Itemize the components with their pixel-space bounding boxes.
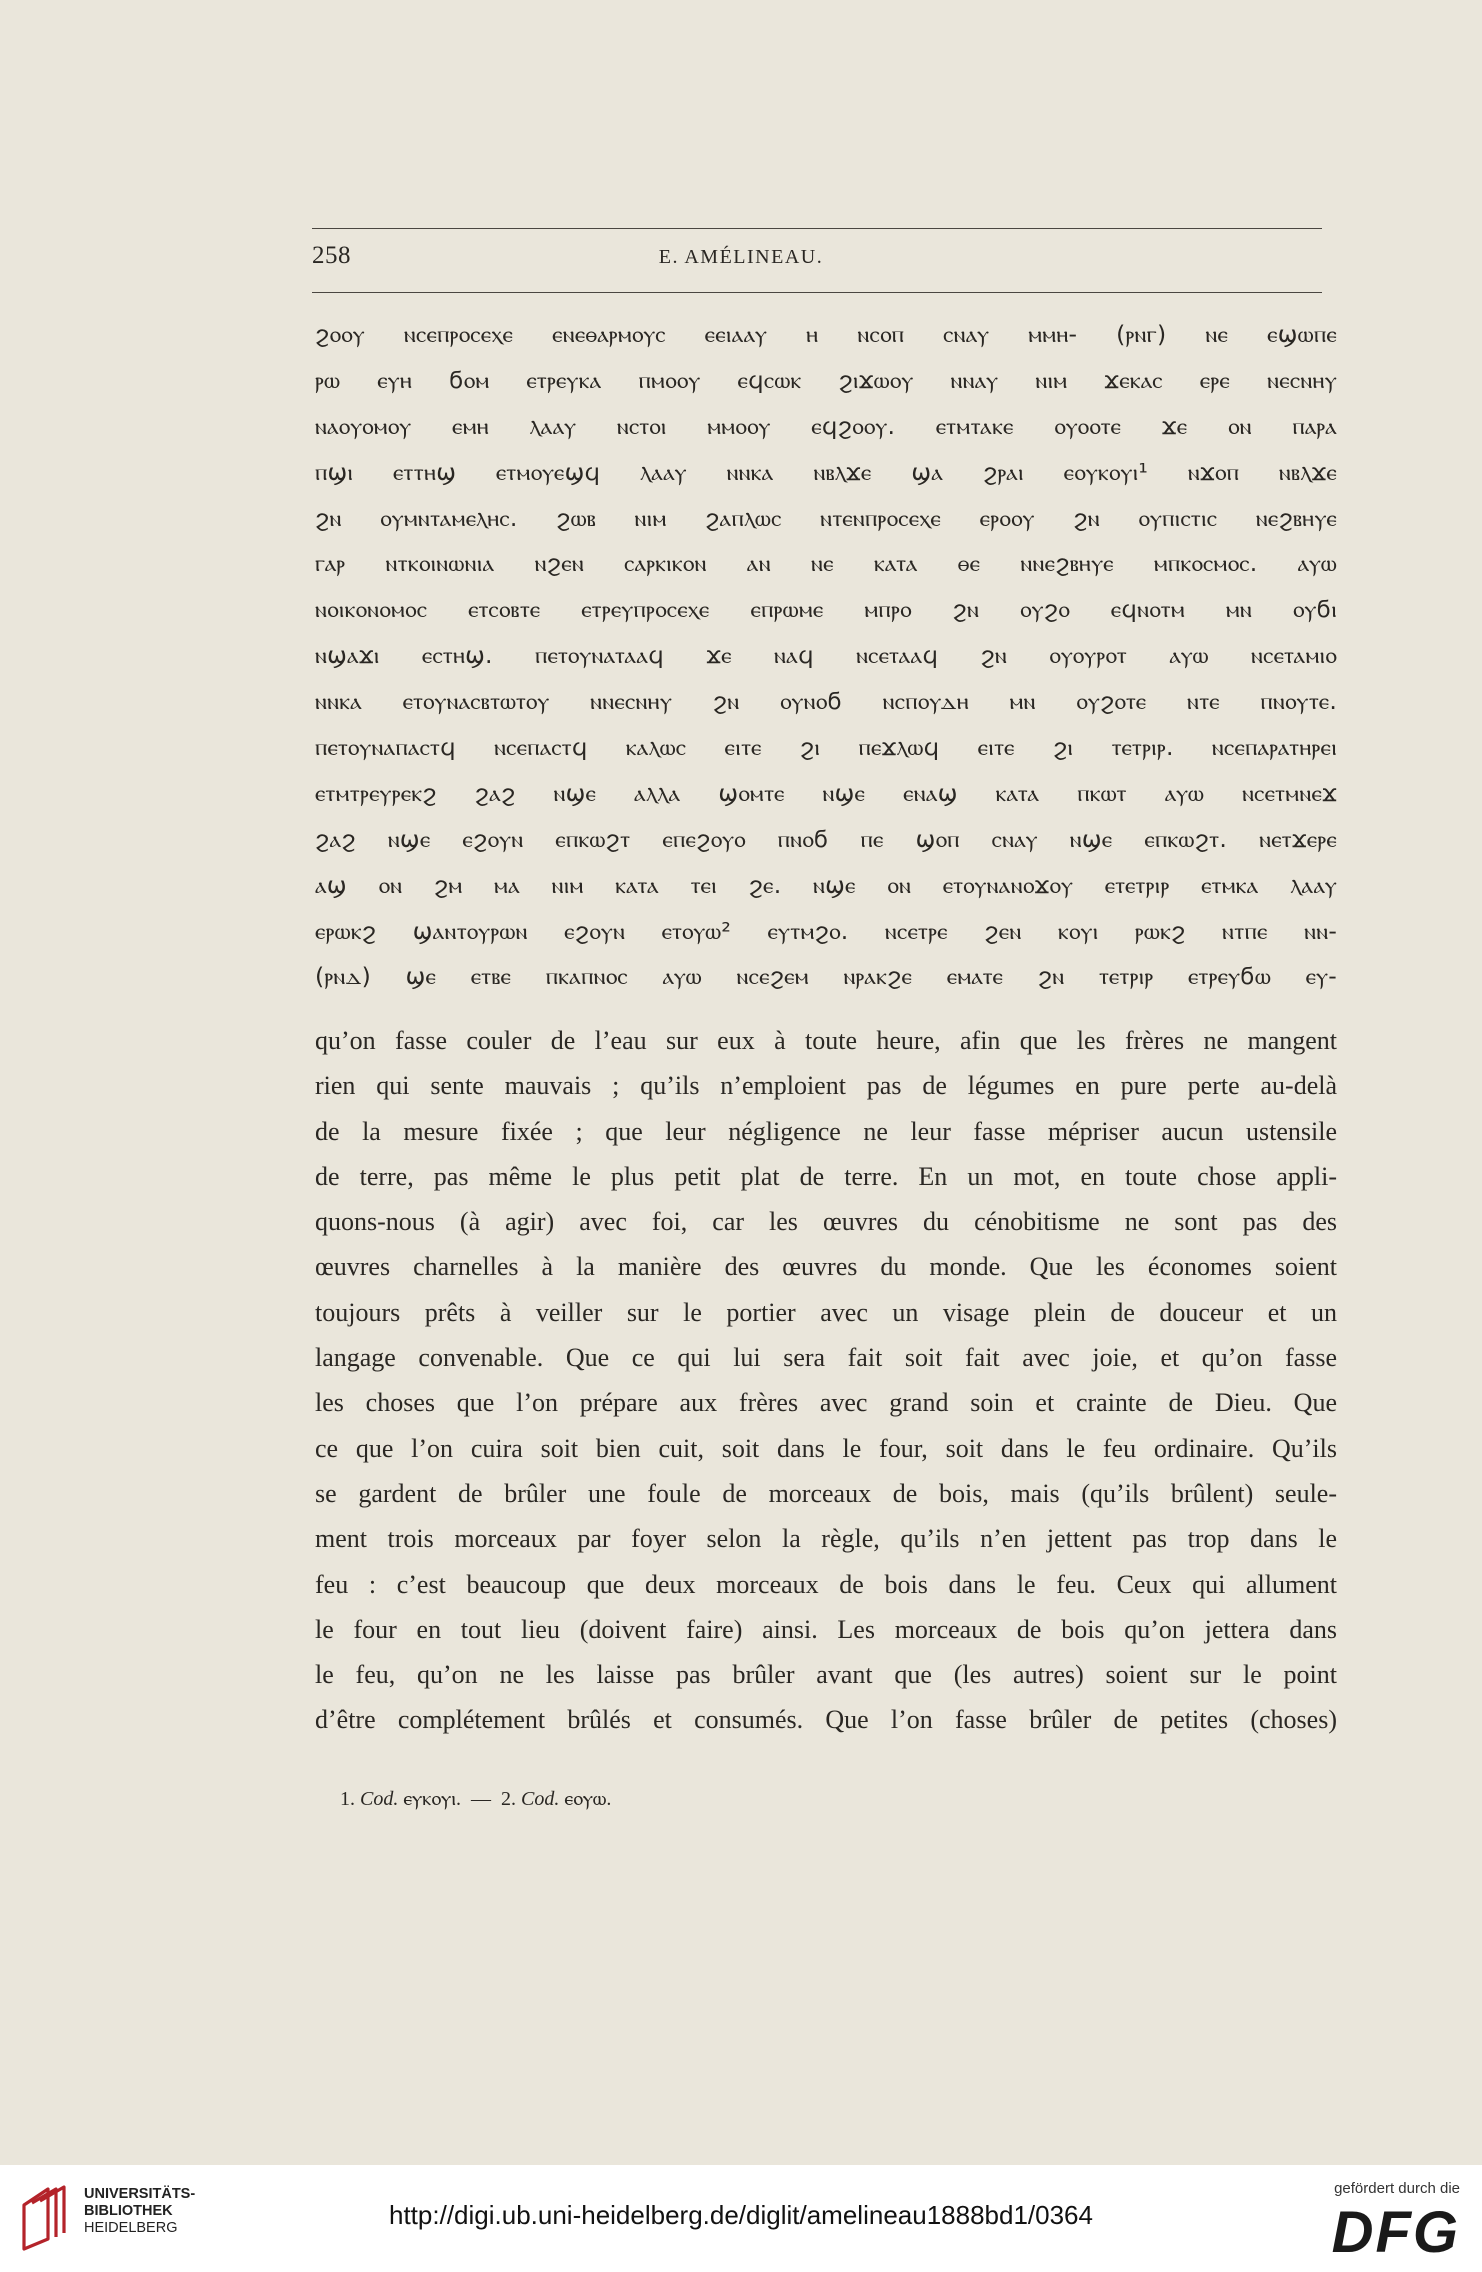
library-name-line-1: UNIVERSITÄTS- xyxy=(84,2186,196,2202)
footnote-1-abbr: Cod. xyxy=(360,1788,399,1810)
coptic-line: ⲣⲱ ⲉⲩⲏ ϭⲟⲙ ⲉⲧⲣⲉⲩⲕⲁ ⲡⲙⲟⲟⲩ ⲉϥⲥⲱⲕ ϩⲓϫⲱⲟⲩ ⲛⲛⲁⲩ ⲛⲓⲙ ϫⲉⲕⲁⲥ ⲉⲣⲉ ⲛⲉⲥⲛⲏⲩ xyxy=(315,365,1337,394)
coptic-line: ⲉⲣⲱⲕϩ ϣⲁⲛⲧⲟⲩⲣⲱⲛ ⲉϩⲟⲩⲛ ⲉⲧⲟⲩⲱ² ⲉⲩⲧⲙϩⲟ. ⲛⲥⲉⲧⲣⲉ ϩⲉⲛ ⲕⲟⲩⲓ ⲣⲱⲕϩ ⲛⲧⲡⲉ ⲛⲛ- xyxy=(315,916,1337,945)
coptic-text-block xyxy=(315,312,1337,1000)
footnote-separator: — xyxy=(470,1788,491,1810)
translation-line: d’être complétement brûlés et consumés. Que l’on fasse brûler de petites (choses) xyxy=(315,1705,1337,1735)
permalink-url[interactable]: http://digi.ub.uni-heidelberg.de/diglit/amelineau1888bd1/0364 xyxy=(389,2200,1093,2230)
coptic-line: (ⲣⲛⲇ) ϣⲉ ⲉⲧⲃⲉ ⲡⲕⲁⲡⲛⲟⲥ ⲁⲩⲱ ⲛⲥⲉϩⲉⲙ ⲛⲣⲁⲕϩⲉ ⲉⲙⲁⲧⲉ ϩⲛ ⲧⲉⲧⲣⲓⲣ ⲉⲧⲣⲉⲩϭⲱ ⲉⲩ- xyxy=(315,962,1337,991)
header-rule-top xyxy=(312,228,1322,229)
translation-line: ce que l’on cuira soit bien cuit, soit dans le four, soit dans le feu ordinaire. Qu’ils xyxy=(315,1433,1337,1463)
coptic-line: ⲁϣ ⲟⲛ ϩⲙ ⲙⲁ ⲛⲓⲙ ⲕⲁⲧⲁ ⲧⲉⲓ ϩⲉ. ⲛϣⲉ ⲟⲛ ⲉⲧⲟⲩⲛⲁⲛⲟϫⲟⲩ ⲉⲧⲉⲧⲣⲓⲣ ⲉⲧⲙⲕⲁ ⲗⲁⲁⲩ xyxy=(315,870,1337,899)
translation-line: rien qui sente mauvais ; qu’ils n’emploient pas de légumes en pure perte au-delà xyxy=(315,1071,1337,1101)
footnote-1-text: ⲉⲩⲕⲟⲩⲓ. xyxy=(403,1788,461,1810)
translation-line: le feu, qu’on ne les laisse pas brûler avant que (les autres) soient sur le point xyxy=(315,1660,1337,1690)
coptic-line: ⲡϣⲓ ⲉⲧⲧⲏϣ ⲉⲧⲙⲟⲩⲉϣϥ ⲗⲁⲁⲩ ⲛⲛⲕⲁ ⲛⲃⲗϫⲉ ϣⲁ ϩⲣⲁⲓ ⲉⲟⲩⲕⲟⲩⲓ¹ ⲛϫⲟⲡ ⲛⲃⲗϫⲉ xyxy=(315,457,1337,486)
coptic-line: ⲡⲉⲧⲟⲩⲛⲁⲡⲁⲥⲧϥ ⲛⲥⲉⲡⲁⲥⲧϥ ⲕⲁⲗⲱⲥ ⲉⲓⲧⲉ ϩⲓ ⲡⲉϫⲗⲱϥ ⲉⲓⲧⲉ ϩⲓ ⲧⲉⲧⲣⲓⲣ. ⲛⲥⲉⲡⲁⲣⲁⲧⲏⲣⲉⲓ xyxy=(315,733,1337,762)
footnote-2-number: 2. xyxy=(500,1788,516,1810)
translation-line: langage convenable. Que ce qui lui sera fait soit fait avec joie, et qu’on fasse xyxy=(315,1343,1337,1373)
footnotes xyxy=(340,1788,611,1811)
coptic-line: ⲅⲁⲣ ⲛⲧⲕⲟⲓⲛⲱⲛⲓⲁ ⲛϩⲉⲛ ⲥⲁⲣⲕⲓⲕⲟⲛ ⲁⲛ ⲛⲉ ⲕⲁⲧⲁ ⲑⲉ ⲛⲛⲉϩⲃⲏⲩⲉ ⲙⲡⲕⲟⲥⲙⲟⲥ. ⲁⲩⲱ xyxy=(315,549,1337,578)
coptic-line: ⲛⲛⲕⲁ ⲉⲧⲟⲩⲛⲁⲥⲃⲧⲱⲧⲟⲩ ⲛⲛⲉⲥⲛⲏⲩ ϩⲛ ⲟⲩⲛⲟϭ ⲛⲥⲡⲟⲩⲇⲏ ⲙⲛ ⲟⲩϩⲟⲧⲉ ⲛⲧⲉ ⲡⲛⲟⲩⲧⲉ. xyxy=(315,687,1337,716)
translation-line: quons-nous (à agir) avec foi, car les œuvres du cénobitisme ne sont pas des xyxy=(315,1207,1337,1237)
translation-line: le four en tout lieu (doivent faire) ainsi. Les morceaux de bois qu’on jettera dans xyxy=(315,1614,1337,1644)
coptic-line: ⲉⲧⲙⲧⲣⲉⲩⲣⲉⲕϩ ϩⲁϩ ⲛϣⲉ ⲁⲗⲗⲁ ϣⲟⲙⲧⲉ ⲛϣⲉ ⲉⲛⲁϣ ⲕⲁⲧⲁ ⲡⲕⲱⲧ ⲁⲩⲱ ⲛⲥⲉⲧⲙⲛⲉϫ xyxy=(315,778,1337,807)
coptic-line: ϩⲛ ⲟⲩⲙⲛⲧⲁⲙⲉⲗⲏⲥ. ϩⲱⲃ ⲛⲓⲙ ϩⲁⲡⲗⲱⲥ ⲛⲧⲉⲛⲡⲣⲟⲥⲉⲭⲉ ⲉⲣⲟⲟⲩ ϩⲛ ⲟⲩⲡⲓⲥⲧⲓⲥ ⲛⲉϩⲃⲏⲩⲉ xyxy=(315,503,1337,532)
funding-label: gefördert durch die xyxy=(1334,2180,1460,2197)
footnote-2-text: ⲉⲟⲩⲱ. xyxy=(564,1788,612,1810)
translation-line: toujours prêts à veiller sur le portier avec un visage plein de douceur et un xyxy=(315,1297,1337,1327)
footnote-2-abbr: Cod. xyxy=(520,1788,560,1810)
translation-line: feu : c’est beaucoup que deux morceaux de bois dans le feu. Ceux qui allument xyxy=(315,1569,1337,1599)
translation-line: se gardent de brûler une foule de morceaux de bois, mais (qu’ils brûlent) seule- xyxy=(315,1478,1337,1508)
translation-line: de la mesure fixée ; que leur négligence ne leur fasse mépriser aucun ustensile xyxy=(315,1116,1337,1146)
translation-line: ment trois morceaux par foyer selon la règle, qu’ils n’en jettent pas trop dans le xyxy=(315,1524,1337,1554)
translation-line: de terre, pas même le plus petit plat de terre. En un mot, en toute chose appli- xyxy=(315,1161,1337,1191)
running-title: E. AMÉLINEAU. xyxy=(658,246,824,268)
library-name-line-3: HEIDELBERG xyxy=(84,2220,178,2236)
library-name-line-2: BIBLIOTHEK xyxy=(84,2203,173,2219)
french-translation-block xyxy=(315,1018,1337,1743)
footnote-1-number: 1. xyxy=(340,1788,355,1810)
header-rule-bottom xyxy=(312,292,1322,293)
coptic-line: ⲛⲟⲓⲕⲟⲛⲟⲙⲟⲥ ⲉⲧⲥⲟⲃⲧⲉ ⲉⲧⲣⲉⲩⲡⲣⲟⲥⲉⲭⲉ ⲉⲡⲣⲱⲙⲉ ⲙⲡⲣⲟ ϩⲛ ⲟⲩϩⲟ ⲉϥⲛⲟⲧⲙ ⲙⲛ ⲟⲩϭⲓ xyxy=(315,595,1337,624)
dfg-logo: DFG xyxy=(1331,2200,1460,2265)
coptic-line: ϩⲁϩ ⲛϣⲉ ⲉϩⲟⲩⲛ ⲉⲡⲕⲱϩⲧ ⲉⲡⲉϩⲟⲩⲟ ⲡⲛⲟϭ ⲡⲉ ϣⲟⲡ ⲥⲛⲁⲩ ⲛϣⲉ ⲉⲡⲕⲱϩⲧ. ⲛⲉⲧϫⲉⲣⲉ xyxy=(315,824,1337,853)
translation-line: œuvres charnelles à la manière des œuvres du monde. Que les économes soient xyxy=(315,1252,1337,1282)
coptic-line: ⲛϣⲁϫⲓ ⲉⲥⲧⲏϣ. ⲡⲉⲧⲟⲩⲛⲁⲧⲁⲁϥ ϫⲉ ⲛⲁϥ ⲛⲥⲉⲧⲁⲁϥ ϩⲛ ⲟⲩⲟⲩⲣⲟⲧ ⲁⲩⲱ ⲛⲥⲉⲧⲁⲙⲓⲟ xyxy=(315,641,1337,670)
translation-line: qu’on fasse couler de l’eau sur eux à toute heure, afin que les frères ne mangent xyxy=(315,1026,1337,1055)
coptic-line: ϩⲟⲟⲩ ⲛⲥⲉⲡⲣⲟⲥⲉⲭⲉ ⲉⲛⲉⲑⲁⲣⲙⲟⲩⲥ ⲉⲉⲓⲁⲁⲩ ⲏ ⲛⲥⲟⲡ ⲥⲛⲁⲩ ⲙⲙⲏ- (ⲣⲛⲅ) ⲛⲉ ⲉϣⲱⲡⲉ xyxy=(315,320,1337,348)
coptic-line: ⲛⲁⲟⲩⲟⲙⲟⲩ ⲉⲙⲏ ⲗⲁⲁⲩ ⲛⲥⲧⲟⲓ ⲙⲙⲟⲟⲩ ⲉϥϩⲟⲟⲩ. ⲉⲧⲙⲧⲁⲕⲉ ⲟⲩⲟⲟⲧⲉ ϫⲉ ⲟⲛ ⲡⲁⲣⲁ xyxy=(315,411,1337,440)
translation-line: les choses que l’on prépare aux frères avec grand soin et crainte de Dieu. Que xyxy=(315,1388,1337,1418)
page-number: 258 xyxy=(312,242,351,269)
